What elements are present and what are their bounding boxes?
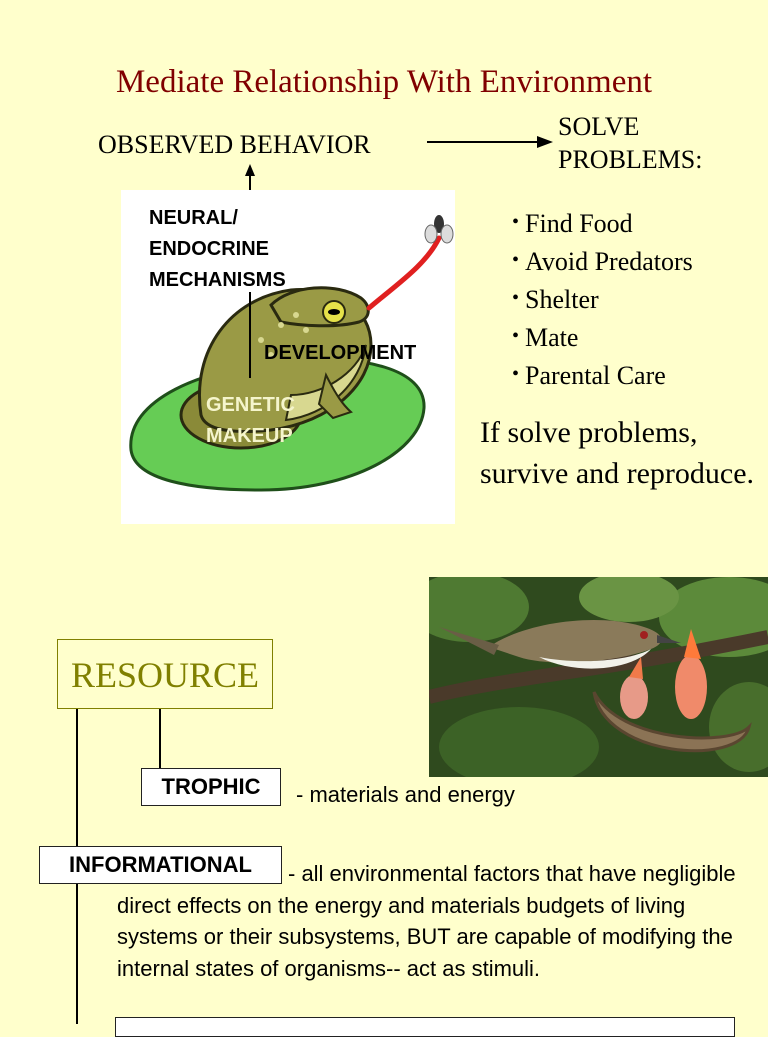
trophic-box: TROPHIC xyxy=(141,768,281,806)
development-label: DEVELOPMENT xyxy=(264,342,417,364)
informational-description: - all environmental factors that have negligible direct effects on the energy and materials budgets of living systems or their subsystems, BUT are capable of modifying the internal states of organisms-- act as stimuli. xyxy=(117,861,736,981)
observed-behavior-label: OBSERVED BEHAVIOR xyxy=(98,130,371,159)
genetic-makeup-label: GENETIC MAKEUP xyxy=(206,394,295,447)
tree-connector xyxy=(159,709,161,768)
diagram-connector xyxy=(249,292,251,378)
list-item: • Shelter xyxy=(512,282,693,320)
neural-endocrine-label: NEURAL/ ENDOCRINE MECHANISMS xyxy=(149,207,286,291)
right-arrow-icon xyxy=(425,134,555,150)
tree-connector xyxy=(76,884,78,1024)
list-item: • Mate xyxy=(512,320,693,358)
problems-list xyxy=(512,206,693,396)
bird-nest-image xyxy=(429,577,768,777)
list-item: • Parental Care xyxy=(512,358,693,396)
list-item: • Avoid Predators xyxy=(512,244,693,282)
informational-box: INFORMATIONAL xyxy=(39,846,282,884)
solve-problems-label: SOLVE PROBLEMS: xyxy=(558,112,703,174)
bird-feeding-chicks-photo xyxy=(429,577,768,777)
trophic-description: - materials and energy xyxy=(296,782,515,807)
bottom-box xyxy=(115,1017,735,1037)
tree-connector xyxy=(76,709,78,846)
slide-title: Mediate Relationship With Environment xyxy=(115,64,653,100)
resource-box: RESOURCE xyxy=(57,639,273,709)
conclusion-text: If solve problems, survive and reproduce. xyxy=(480,416,755,490)
list-item: • Find Food xyxy=(512,206,693,244)
